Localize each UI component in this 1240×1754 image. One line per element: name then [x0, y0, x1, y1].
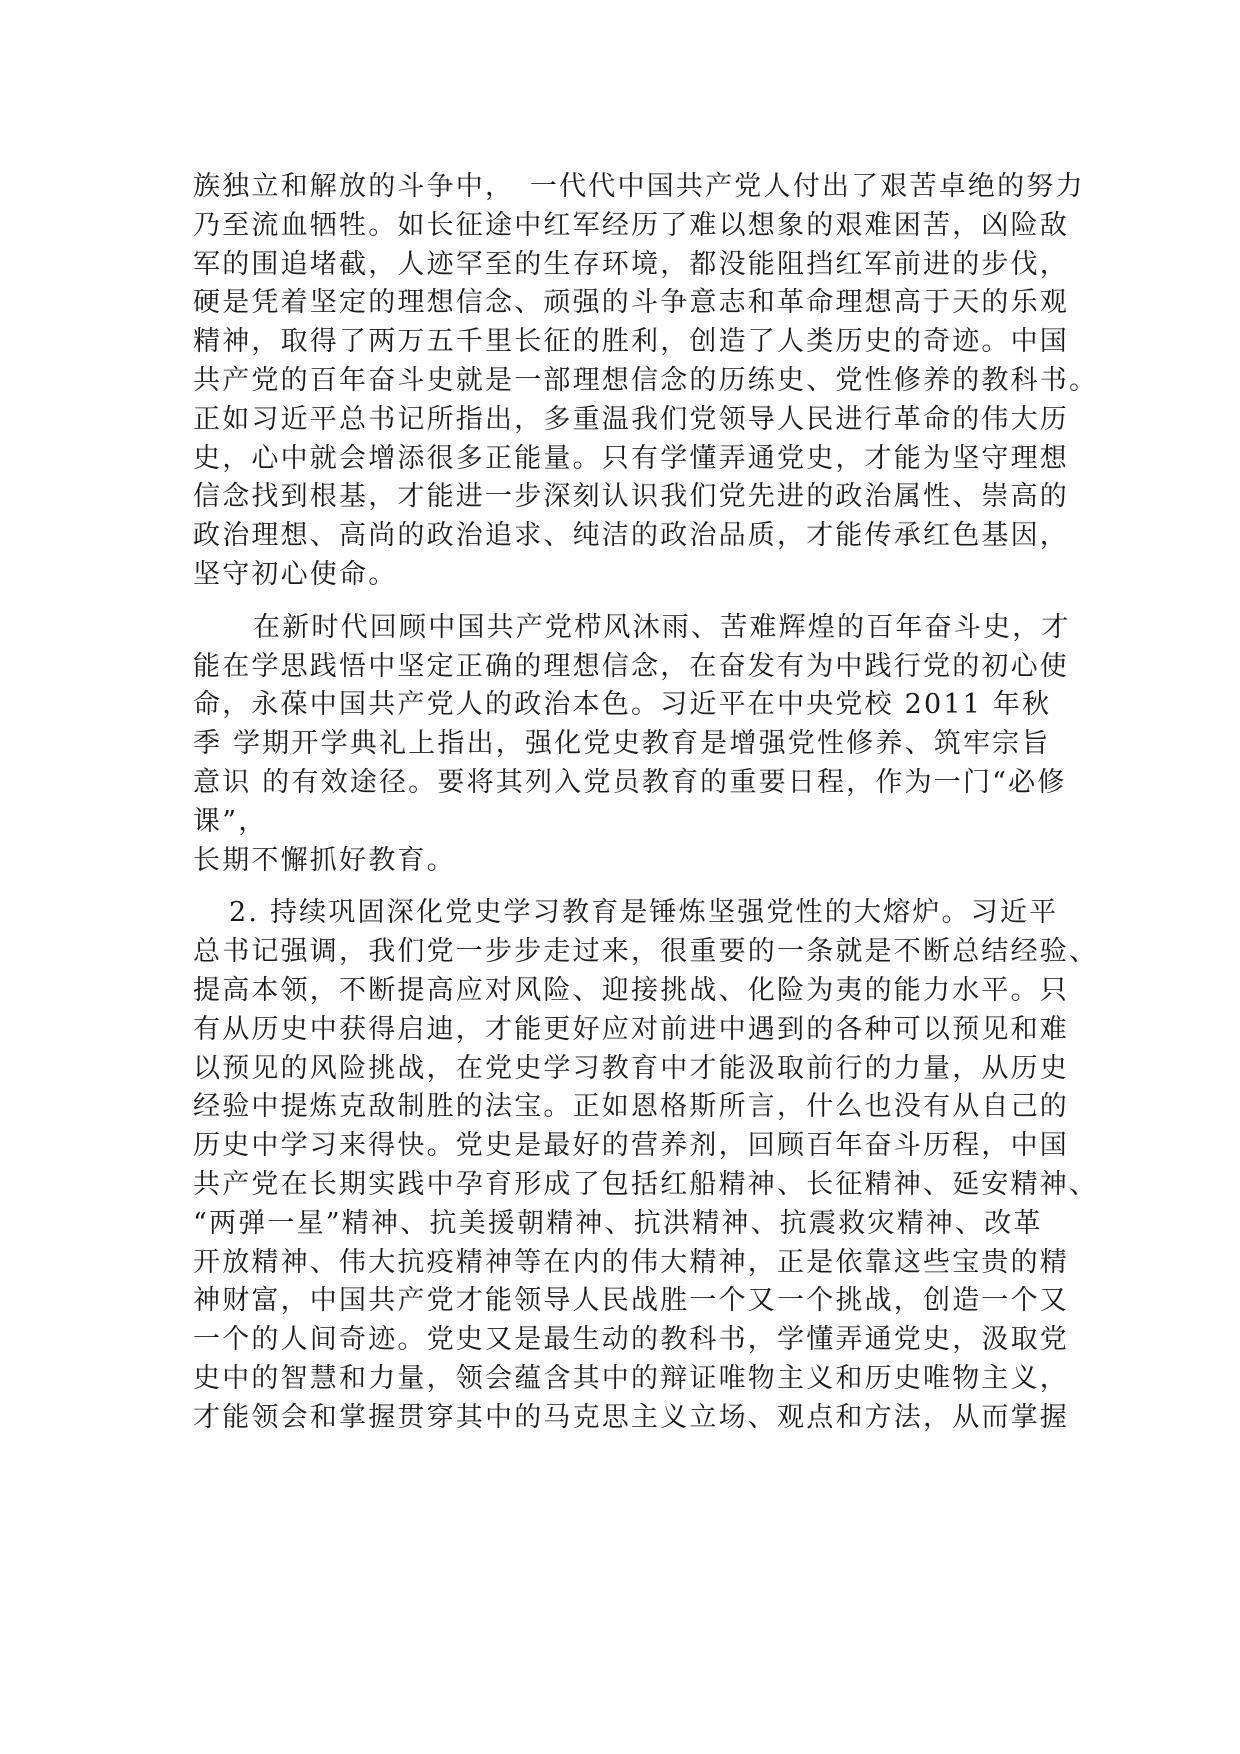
- text-line: 总书记强调，我们党一步步走过来，很重要的一条就是不断总结经验、: [193, 936, 1099, 968]
- text-line: 2. 持续巩固深化党史学习教育是锤炼坚强党性的大熔炉。习近平: [229, 897, 1059, 929]
- text-line: 以预见的风险挑战，在党史学习教育中才能汲取前行的力量，从历史: [193, 1052, 1069, 1084]
- text-line: 信念找到根基，才能进一步深刻认识我们党先进的政治属性、崇高的: [193, 481, 1069, 513]
- text-line: 族独立和解放的斗争中， 一代代中国共产党人付出了艰苦卓绝的努力: [193, 171, 1085, 202]
- paragraph-2: [193, 609, 1071, 881]
- text-line: 史，心中就会增添很多正能量。只有学懂弄通党史，才能为坚守理想: [193, 442, 1069, 474]
- paragraph-3: [193, 894, 1099, 1437]
- text-line: 提高本领，不断提高应对风险、迎接挑战、化险为夷的能力水平。只: [193, 974, 1069, 1006]
- text-line: “两弹一星”精神、抗美援朝精神、抗洪精神、抗震救灾精神、改革: [193, 1207, 1043, 1239]
- text-line: 共产党在长期实践中孕育形成了包括红船精神、长征精神、延安精神、: [193, 1168, 1099, 1200]
- text-line: 课”，: [193, 805, 268, 837]
- text-line: 共产党的百年奋斗史就是一部理想信念的历练史、党性修养的教科书。: [193, 364, 1099, 396]
- text-line: 意识 的有效途径。要将其列入党员教育的重要日程，作为一门“必修: [193, 766, 1067, 798]
- text-line: 能在学思践悟中坚定正确的理想信念，在奋发有为中践行党的初心使: [193, 650, 1069, 682]
- text-line: 季 学期开学典礼上指出，强化党史教育是增强党性修养、筑牢宗旨: [193, 728, 1051, 760]
- text-line: 有从历史中获得启迪，才能更好应对前进中遇到的各种可以预见和难: [193, 1013, 1069, 1045]
- text-line: 政治理想、高尚的政治追求、纯洁的政治品质，才能传承红色基因，: [193, 520, 1069, 552]
- text-line: 正如习近平总书记所指出，多重温我们党领导人民进行革命的伟大历: [193, 403, 1069, 435]
- paragraph-spacer: [193, 595, 1053, 609]
- text-line: 军的围追堵截，人迹罕至的生存环境，都没能阻挡红军前进的步伐，: [193, 248, 1069, 280]
- text-line: 命，永葆中国共产党人的政治本色。习近平在中央党校 2011 年秋: [193, 689, 1052, 721]
- text-line: 在新时代回顾中国共产党栉风沐雨、苦难辉煌的百年奋斗史，才: [253, 611, 1071, 643]
- text-line: 开放精神、伟大抗疫精神等在内的伟大精神，正是依靠这些宝贵的精: [193, 1246, 1069, 1278]
- text-line: 史中的智慧和力量，领会蕴含其中的辩证唯物主义和历史唯物主义，: [193, 1362, 1069, 1394]
- text-line: 经验中提炼克敌制胜的法宝。正如恩格斯所言，什么也没有从自己的: [193, 1091, 1069, 1123]
- text-line: 长期不懈抓好教育。: [193, 844, 456, 876]
- text-line: 才能领会和掌握贯穿其中的马克思主义立场、观点和方法，从而掌握: [193, 1401, 1069, 1433]
- text-line: 一个的人间奇迹。党史又是最生动的教科书，学懂弄通党史，汲取党: [193, 1324, 1069, 1356]
- text-line: 硬是凭着坚定的理想信念、顽强的斗争意志和革命理想高于天的乐观: [193, 287, 1069, 319]
- text-line: 历史中学习来得快。党史是最好的营养剂，回顾百年奋斗历程，中国: [193, 1130, 1069, 1162]
- document-page: [193, 168, 1099, 1438]
- text-line: 神财富，中国共产党才能领导人民战胜一个又一个挑战，创造一个又: [193, 1285, 1069, 1317]
- text-line: 精神，取得了两万五千里长征的胜利，创造了人类历史的奇迹。中国: [193, 326, 1069, 358]
- text-line: 坚守初心使命。: [193, 558, 398, 590]
- text-line: 乃至流血牺牲。如长征途中红军经历了难以想象的艰难困苦，凶险敌: [193, 209, 1069, 241]
- paragraph-spacer: [193, 880, 1053, 894]
- paragraph-1: [193, 168, 1099, 595]
